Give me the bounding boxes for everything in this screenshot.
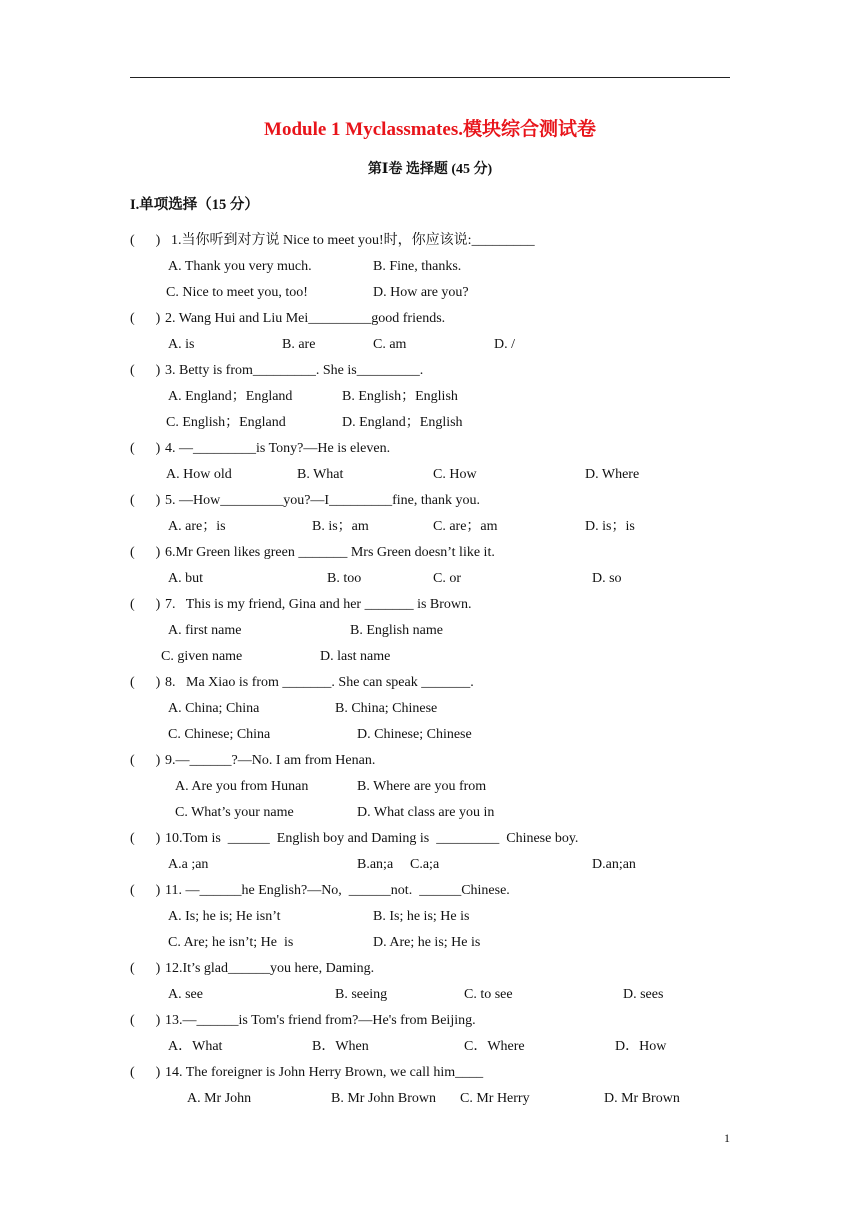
option: B. seeing: [335, 987, 388, 1002]
option: D. Chinese; Chinese: [357, 727, 472, 742]
option: A．What: [168, 1039, 223, 1054]
answer-paren: ( ): [130, 883, 161, 898]
option: B. too: [327, 571, 362, 586]
option: C.a;a: [410, 857, 440, 872]
option: C. or: [433, 571, 461, 586]
option: A. are；is: [168, 519, 226, 534]
option: C. Mr Herry: [460, 1091, 530, 1106]
option: B. English name: [350, 623, 443, 638]
option: D. /: [494, 337, 515, 352]
option: D. so: [592, 571, 622, 586]
question-stem: 9.—______?—No. I am from Henan.: [165, 753, 376, 768]
question-stem: 4. —_________is Tony?—He is eleven.: [165, 441, 391, 456]
option: C. are；am: [433, 519, 498, 534]
option: D. What class are you in: [357, 805, 495, 820]
option: D. Are; he is; He is: [373, 935, 481, 950]
option: A. see: [168, 987, 203, 1002]
option: D. is；is: [585, 519, 635, 534]
option: B. Where are you from: [357, 779, 487, 794]
answer-paren: ( ): [130, 545, 161, 560]
option: C. to see: [464, 987, 513, 1002]
option: A. England；England: [168, 389, 293, 404]
question-stem: 8. Ma Xiao is from _______. She can speak _______.: [165, 675, 474, 690]
option: A. but: [168, 571, 203, 586]
question-stem: 13.—______is Tom's friend from?—He's from Beijing.: [165, 1013, 476, 1028]
answer-paren: ( ): [130, 961, 161, 976]
option: C．Where: [464, 1039, 525, 1054]
option: B.an;a: [357, 857, 394, 872]
option: A.a ;an: [168, 857, 209, 872]
option: D.an;an: [592, 857, 636, 872]
option: B. are: [282, 337, 316, 352]
option: C. Nice to meet you, too!: [166, 285, 308, 300]
page-subtitle: 第Ⅰ卷 选择题 (45 分): [367, 162, 493, 177]
page-number: 1: [724, 1131, 730, 1145]
question-stem: 10.Tom is ______ English boy and Daming is _________ Chinese boy.: [165, 831, 579, 846]
option: D. England；English: [342, 415, 463, 430]
answer-paren: ( ): [130, 597, 161, 612]
option: A. Thank you very much.: [168, 259, 312, 274]
option: B. is；am: [312, 519, 369, 534]
question-stem: 2. Wang Hui and Liu Mei_________good friends.: [165, 311, 446, 326]
option: A. is: [168, 337, 195, 352]
answer-paren: ( ): [130, 493, 161, 508]
section-heading: I.单项选择（15 分）: [130, 197, 259, 213]
answer-paren: ( ): [130, 233, 161, 248]
option: C. Chinese; China: [168, 727, 271, 742]
option: C. am: [373, 337, 407, 352]
answer-paren: ( ): [130, 441, 161, 456]
option: B. China; Chinese: [335, 701, 438, 716]
question-stem: 1.当你听到对方说 Nice to meet you!时，你应该说:_________: [171, 233, 535, 248]
question-stem: 6.Mr Green likes green _______ Mrs Green doesn’t like it.: [165, 545, 495, 560]
option: B. Fine, thanks.: [373, 259, 462, 274]
option: A. Mr John: [187, 1091, 252, 1106]
option: D. Mr Brown: [604, 1091, 680, 1106]
option: D. sees: [623, 987, 664, 1002]
question-stem: 12.It’s glad______you here, Daming.: [165, 961, 375, 976]
page-title: Module 1 Myclassmates.模块综合测试卷: [264, 119, 596, 140]
answer-paren: ( ): [130, 675, 161, 690]
question-stem: 3. Betty is from_________. She is_________.: [165, 363, 424, 378]
option: A. Is; he is; He isn’t: [168, 909, 281, 924]
question-stem: 14. The foreigner is John Herry Brown, we call him____: [165, 1065, 484, 1080]
answer-paren: ( ): [130, 1013, 161, 1028]
option: D．How: [615, 1039, 667, 1054]
option: B. English；English: [342, 389, 458, 404]
answer-paren: ( ): [130, 311, 161, 326]
option: A. Are you from Hunan: [175, 779, 309, 794]
question-stem: 5. —How_________you?—I_________fine, thank you.: [165, 493, 480, 508]
option: C. English；England: [166, 415, 286, 430]
option: A. China; China: [168, 701, 260, 716]
option: D. last name: [320, 649, 391, 664]
option: C. Are; he isn’t; He is: [168, 935, 294, 950]
top-rule: [130, 77, 730, 78]
option: B．When: [312, 1039, 369, 1054]
answer-paren: ( ): [130, 831, 161, 846]
option: C. What’s your name: [175, 805, 294, 820]
option: C. How: [433, 467, 477, 482]
option: C. given name: [161, 649, 243, 664]
answer-paren: ( ): [130, 1065, 161, 1080]
question-stem: 11. —______he English?—No, ______not. ______Chinese.: [165, 883, 510, 898]
option: B. Is; he is; He is: [373, 909, 470, 924]
option: A. How old: [166, 467, 232, 482]
answer-paren: ( ): [130, 363, 161, 378]
answer-paren: ( ): [130, 753, 161, 768]
option: D. Where: [585, 467, 640, 482]
question-stem: 7. This is my friend, Gina and her _______ is Brown.: [165, 597, 472, 612]
option: B. Mr John Brown: [331, 1091, 437, 1106]
option: D. How are you?: [373, 285, 469, 300]
option: B. What: [297, 467, 344, 482]
option: A. first name: [168, 623, 242, 638]
